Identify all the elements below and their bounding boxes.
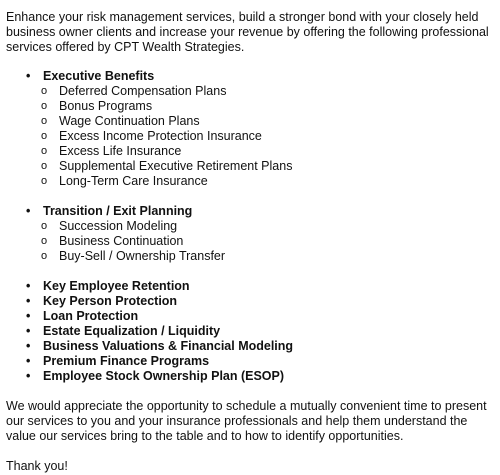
sub-bullet-icon: o: [41, 130, 48, 142]
services-list: [6, 69, 496, 384]
sub-bullet-icon: o: [41, 235, 48, 247]
service-item-label: Business Valuations & Financial Modeling: [43, 339, 294, 353]
bullet-icon: •: [26, 279, 31, 293]
service-subitem: [6, 129, 496, 144]
service-subitem: [6, 114, 496, 129]
sub-bullet-icon: o: [41, 85, 48, 97]
service-subitem-label: Buy-Sell / Ownership Transfer: [59, 249, 226, 263]
sub-bullet-icon: o: [41, 250, 48, 262]
service-subitem-label: Deferred Compensation Plans: [59, 84, 227, 98]
sub-bullet-icon: o: [41, 160, 48, 172]
bullet-icon: •: [26, 204, 31, 218]
service-item-label: Transition / Exit Planning: [43, 204, 193, 218]
sub-bullet-icon: o: [41, 100, 48, 112]
service-subitem-label: Succession Modeling: [59, 219, 178, 233]
intro-paragraph: Enhance your risk management services, build a stronger bond with your closely held business owner clients and increase your revenue by offering the following professional services offered by CPT Wealth Strategies.: [6, 10, 489, 54]
sub-bullet-icon: o: [41, 220, 48, 232]
service-item-label: Loan Protection: [43, 309, 139, 323]
service-item-label: Premium Finance Programs: [43, 354, 210, 368]
bullet-icon: •: [26, 339, 31, 353]
bullet-icon: •: [26, 354, 31, 368]
service-subitem: [6, 99, 496, 114]
bullet-icon: •: [26, 369, 31, 383]
service-item: [6, 369, 496, 384]
service-subitem: [6, 159, 496, 174]
service-group: [6, 69, 496, 189]
service-subitem: [6, 174, 496, 189]
service-group: [6, 279, 496, 384]
service-item: [6, 204, 496, 219]
service-subitem-label: Excess Income Protection Insurance: [59, 129, 262, 143]
bullet-icon: •: [26, 309, 31, 323]
bullet-icon: •: [26, 324, 31, 338]
service-item: [6, 309, 496, 324]
closing-paragraph: We would appreciate the opportunity to schedule a mutually convenient time to present our services to you and your insurance professionals and help them understand the value our services bring to the table and to how to identify opportunities.: [6, 399, 487, 443]
service-item-label: Executive Benefits: [43, 69, 155, 83]
service-group: [6, 204, 496, 264]
bullet-icon: •: [26, 294, 31, 308]
bullet-icon: •: [26, 69, 31, 83]
service-item-label: Key Person Protection: [43, 294, 178, 308]
service-subitem-label: Long-Term Care Insurance: [59, 174, 208, 188]
service-item: [6, 279, 496, 294]
sub-bullet-icon: o: [41, 145, 48, 157]
service-item: [6, 354, 496, 369]
service-subitem-label: Wage Continuation Plans: [59, 114, 200, 128]
service-subitem-label: Bonus Programs: [59, 99, 153, 113]
service-subitem-label: Excess Life Insurance: [59, 144, 182, 158]
document-body: [6, 10, 496, 474]
service-subitem: [6, 219, 496, 234]
service-subitem-label: Business Continuation: [59, 234, 184, 248]
service-item: [6, 294, 496, 309]
service-item-label: Key Employee Retention: [43, 279, 190, 293]
service-subitem: [6, 144, 496, 159]
service-item: [6, 69, 496, 84]
spacer: [6, 55, 496, 69]
signoff: Thank you!: [6, 459, 68, 473]
service-subitem-label: Supplemental Executive Retirement Plans: [59, 159, 293, 173]
service-subitem: [6, 84, 496, 99]
service-subitem: [6, 249, 496, 264]
service-item: [6, 339, 496, 354]
sub-bullet-icon: o: [41, 175, 48, 187]
sub-bullet-icon: o: [41, 115, 48, 127]
service-item: [6, 324, 496, 339]
service-item-label: Employee Stock Ownership Plan (ESOP): [43, 369, 285, 383]
service-subitem: [6, 234, 496, 249]
service-item-label: Estate Equalization / Liquidity: [43, 324, 221, 338]
